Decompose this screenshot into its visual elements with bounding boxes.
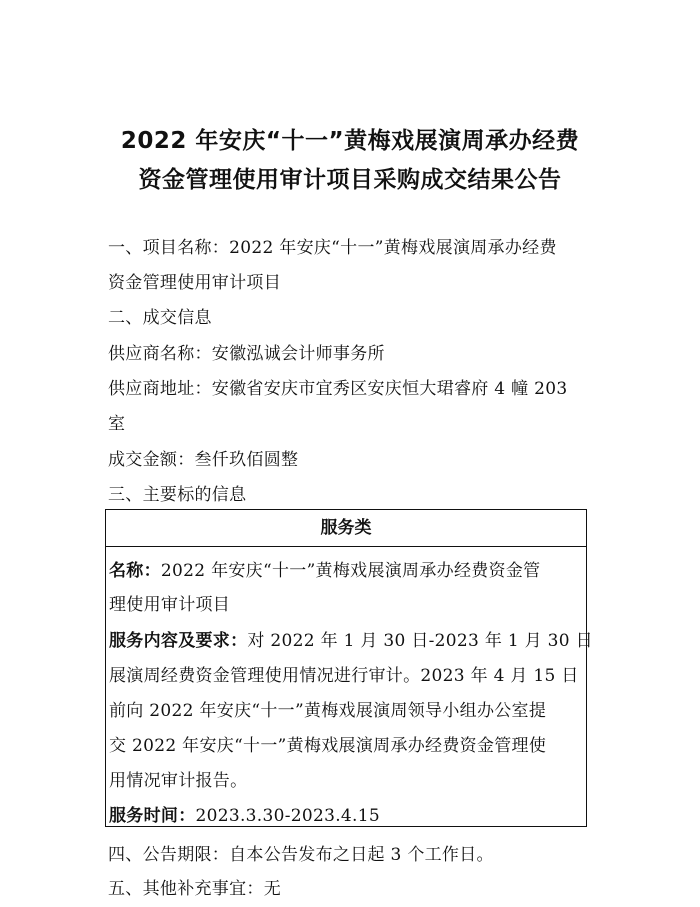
supplier-address-line-2: 室 bbox=[108, 414, 126, 434]
time-value: 2023.3.30-2023.4.15 bbox=[195, 806, 380, 826]
section-2-heading: 二、成交信息 bbox=[108, 308, 212, 328]
deal-amount: 成交金额：叁仟玖佰圆整 bbox=[108, 450, 299, 470]
table-name-row bbox=[109, 559, 585, 583]
supplier-name: 供应商名称：安徽泓诚会计师事务所 bbox=[108, 344, 385, 364]
content-line-2: 展演周经费资金管理使用情况进行审计。2023 年 4 月 15 日 bbox=[109, 666, 579, 686]
project-name-line-2: 资金管理使用审计项目 bbox=[108, 273, 281, 293]
supplier-address-line-1: 供应商地址：安徽省安庆市宜秀区安庆恒大珺睿府 4 幢 203 bbox=[108, 379, 568, 399]
table-content-row bbox=[109, 629, 593, 653]
name-label: 名称： bbox=[109, 561, 161, 581]
content-label: 服务内容及要求： bbox=[109, 631, 248, 651]
notice-period: 四、公告期限：自本公告发布之日起 3 个工作日。 bbox=[108, 845, 494, 865]
name-value-line-1: 2022 年安庆“十一”黄梅戏展演周承办经费资金管 bbox=[160, 561, 541, 581]
time-label: 服务时间： bbox=[109, 806, 196, 826]
section-3-heading: 三、主要标的信息 bbox=[108, 485, 247, 505]
content-line-3: 前向 2022 年安庆“十一”黄梅戏展演周领导小组办公室提 bbox=[109, 701, 547, 721]
content-line-5: 用情况审计报告。 bbox=[109, 771, 248, 791]
content-line-4: 交 2022 年安庆“十一”黄梅戏展演周承办经费资金管理使 bbox=[109, 736, 547, 756]
other-matters: 五、其他补充事宜：无 bbox=[108, 879, 281, 899]
document-title-line-1: 2022 年安庆“十一”黄梅戏展演周承办经费 bbox=[120, 128, 580, 154]
project-name-line-1: 一、项目名称：2022 年安庆“十一”黄梅戏展演周承办经费 bbox=[108, 238, 557, 258]
table-time-row bbox=[109, 804, 585, 828]
content-line-1: 对 2022 年 1 月 30 日-2023 年 1 月 30 日 bbox=[247, 631, 593, 651]
document-title-line-2: 资金管理使用审计项目采购成交结果公告 bbox=[138, 167, 562, 193]
name-value-line-2: 理使用审计项目 bbox=[109, 595, 231, 615]
table-header: 服务类 bbox=[106, 510, 586, 547]
subject-info-table bbox=[105, 509, 593, 827]
